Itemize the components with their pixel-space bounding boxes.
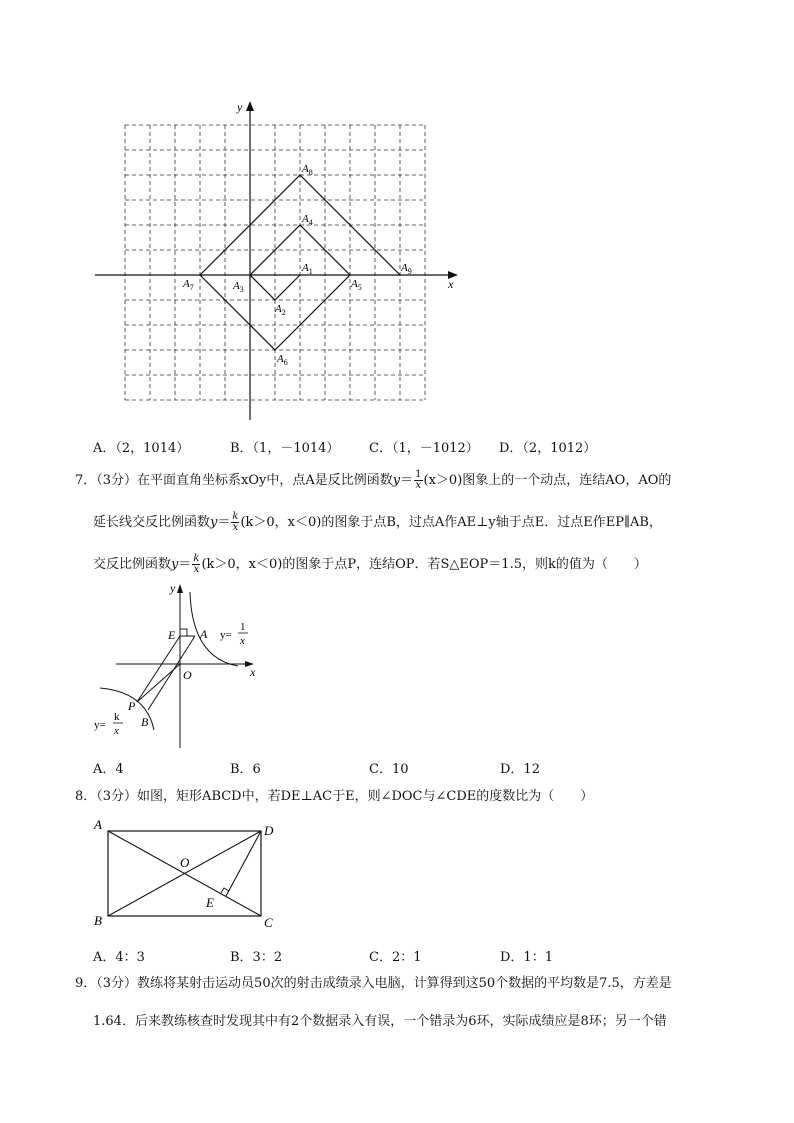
label-a9: $A_9$	[401, 262, 412, 276]
label-a8: $A_8$	[302, 163, 313, 177]
q8-rectangle-figure	[88, 815, 288, 933]
q6-option-c[interactable]: C．（1，－1012）	[369, 441, 479, 456]
q7-label-b: B	[141, 715, 149, 729]
svg-text:y=: y=	[220, 629, 232, 641]
label-a7: $A_7$	[183, 278, 194, 292]
q7-text-2a: 延长线交反比例函数	[93, 515, 211, 530]
q7-text-3b: (k＞0，x＜0)的图象于点P，连结OP．若S△EOP＝1.5，则k的值为（ ）	[201, 557, 647, 572]
q6-point-labels	[182, 163, 412, 367]
q8-option-b[interactable]: B．3：2	[230, 950, 283, 965]
svg-text:x: x	[240, 635, 245, 647]
q8-label-b: B	[94, 913, 102, 928]
label-a1: $A_1$	[302, 262, 313, 276]
q7-text-3a: 交反比例函数	[93, 557, 172, 572]
q6-option-a[interactable]: A．（2，1014）	[93, 441, 190, 456]
q7-label-e: E	[168, 628, 176, 642]
q7-text-2b: (k＞0，x＜0)的图象于点B，过点A作AE⊥y轴于点E．过点E作EP∥AB，	[240, 515, 662, 530]
q9-text-1: （3分）教练将某射击运动员50次的射击成绩录入电脑，计算得到这50个数据的平均数是7.5，方差是	[96, 976, 672, 991]
q8-number: 8．	[75, 789, 97, 804]
q7-fraction-1: $\frac{1}{x}$	[415, 469, 422, 491]
q9-number: 9．	[75, 976, 97, 991]
svg-text:x: x	[114, 725, 119, 737]
label-a3: $A_3$	[233, 280, 244, 294]
q7-curve-1-label	[220, 621, 248, 647]
q6-x-label: x	[448, 277, 454, 291]
q7-label-x: x	[250, 665, 256, 679]
q6-y-label: y	[237, 100, 243, 114]
q7-line-1: 7．（3分）在平面直角坐标系xOy中，点A是反比例函数y＝ $\frac{1}{x}$ (x＞0)图象上的一个动点，连结AO，AO的	[75, 469, 672, 491]
label-a5: $A_5$	[351, 278, 362, 292]
q8-label-c: C	[264, 915, 273, 930]
q8-label-d: D	[264, 823, 274, 838]
label-a2: $A_2$	[275, 303, 286, 317]
q8-option-a[interactable]: A．4：3	[93, 950, 145, 965]
q6-grid-figure	[90, 95, 470, 425]
q7-label-o: O	[183, 668, 192, 682]
q7-number: 7．	[75, 473, 97, 488]
q8-option-c[interactable]: C．2：1	[369, 950, 422, 965]
q7-text-1a: （3分）在平面直角坐标系xOy中，点A是反比例函数	[96, 473, 393, 488]
q7-option-d[interactable]: D．12	[500, 762, 540, 777]
q7-line-3: 交反比例函数y＝ $\frac{k}{x}$ (k＞0，x＜0)的图象于点P，连结OP．若S△EOP＝1.5，则k的值为（ ）	[93, 553, 647, 575]
q7-right-angle-mark	[180, 629, 187, 636]
q7-label-p: P	[128, 699, 136, 713]
q7-curve-k-label	[94, 711, 123, 737]
q8-text: （3分）如图，矩形ABCD中，若DE⊥AC于E，则∠DOC与∠CDE的度数比为（ ）	[96, 789, 594, 804]
q7-label-a: A	[200, 627, 208, 641]
q8-option-d[interactable]: D．1：1	[500, 950, 553, 965]
q9-line-2	[93, 1012, 667, 1032]
q7-text-1b: (x＞0)图象上的一个动点，连结AO，AO的	[423, 473, 672, 488]
label-a6: $A_6$	[277, 353, 288, 367]
label-a4: $A_4$	[302, 213, 313, 227]
q6-grid-lines	[125, 125, 425, 400]
q6-option-d[interactable]: D．（2，1012）	[499, 441, 597, 456]
svg-text:k: k	[114, 711, 120, 723]
svg-text:y=: y=	[94, 719, 106, 731]
q8-label-e: E	[206, 895, 214, 910]
q8-label-o: O	[180, 855, 190, 870]
q7-fraction-3: $\frac{k}{x}$	[193, 553, 200, 575]
q7-label-y: y	[170, 581, 176, 595]
q9-text-2: 1.64．后来教练核查时发现其中有2个数据录入有误，一个错录为6环，实际成绩应是8环；另一个错	[93, 1014, 667, 1029]
q8-line	[75, 787, 593, 807]
q6-y-arrow	[246, 101, 254, 111]
q7-option-a[interactable]: A．4	[93, 762, 124, 777]
q6-option-b[interactable]: B．（1，－1014）	[230, 441, 340, 456]
q7-fraction-2: $\frac{k}{x}$	[232, 511, 239, 533]
q7-hyperbola-figure	[88, 580, 268, 752]
q9-line-1	[75, 974, 672, 994]
q7-option-c[interactable]: C．10	[369, 762, 409, 777]
svg-text:1: 1	[240, 621, 246, 633]
q7-line-2: 延长线交反比例函数y＝ $\frac{k}{x}$ (k＞0，x＜0)的图象于点B，过点A作AE⊥y轴于点E．过点E作EP∥AB，	[93, 511, 662, 533]
q8-label-a: A	[94, 817, 102, 832]
q7-option-b[interactable]: B．6	[230, 762, 261, 777]
